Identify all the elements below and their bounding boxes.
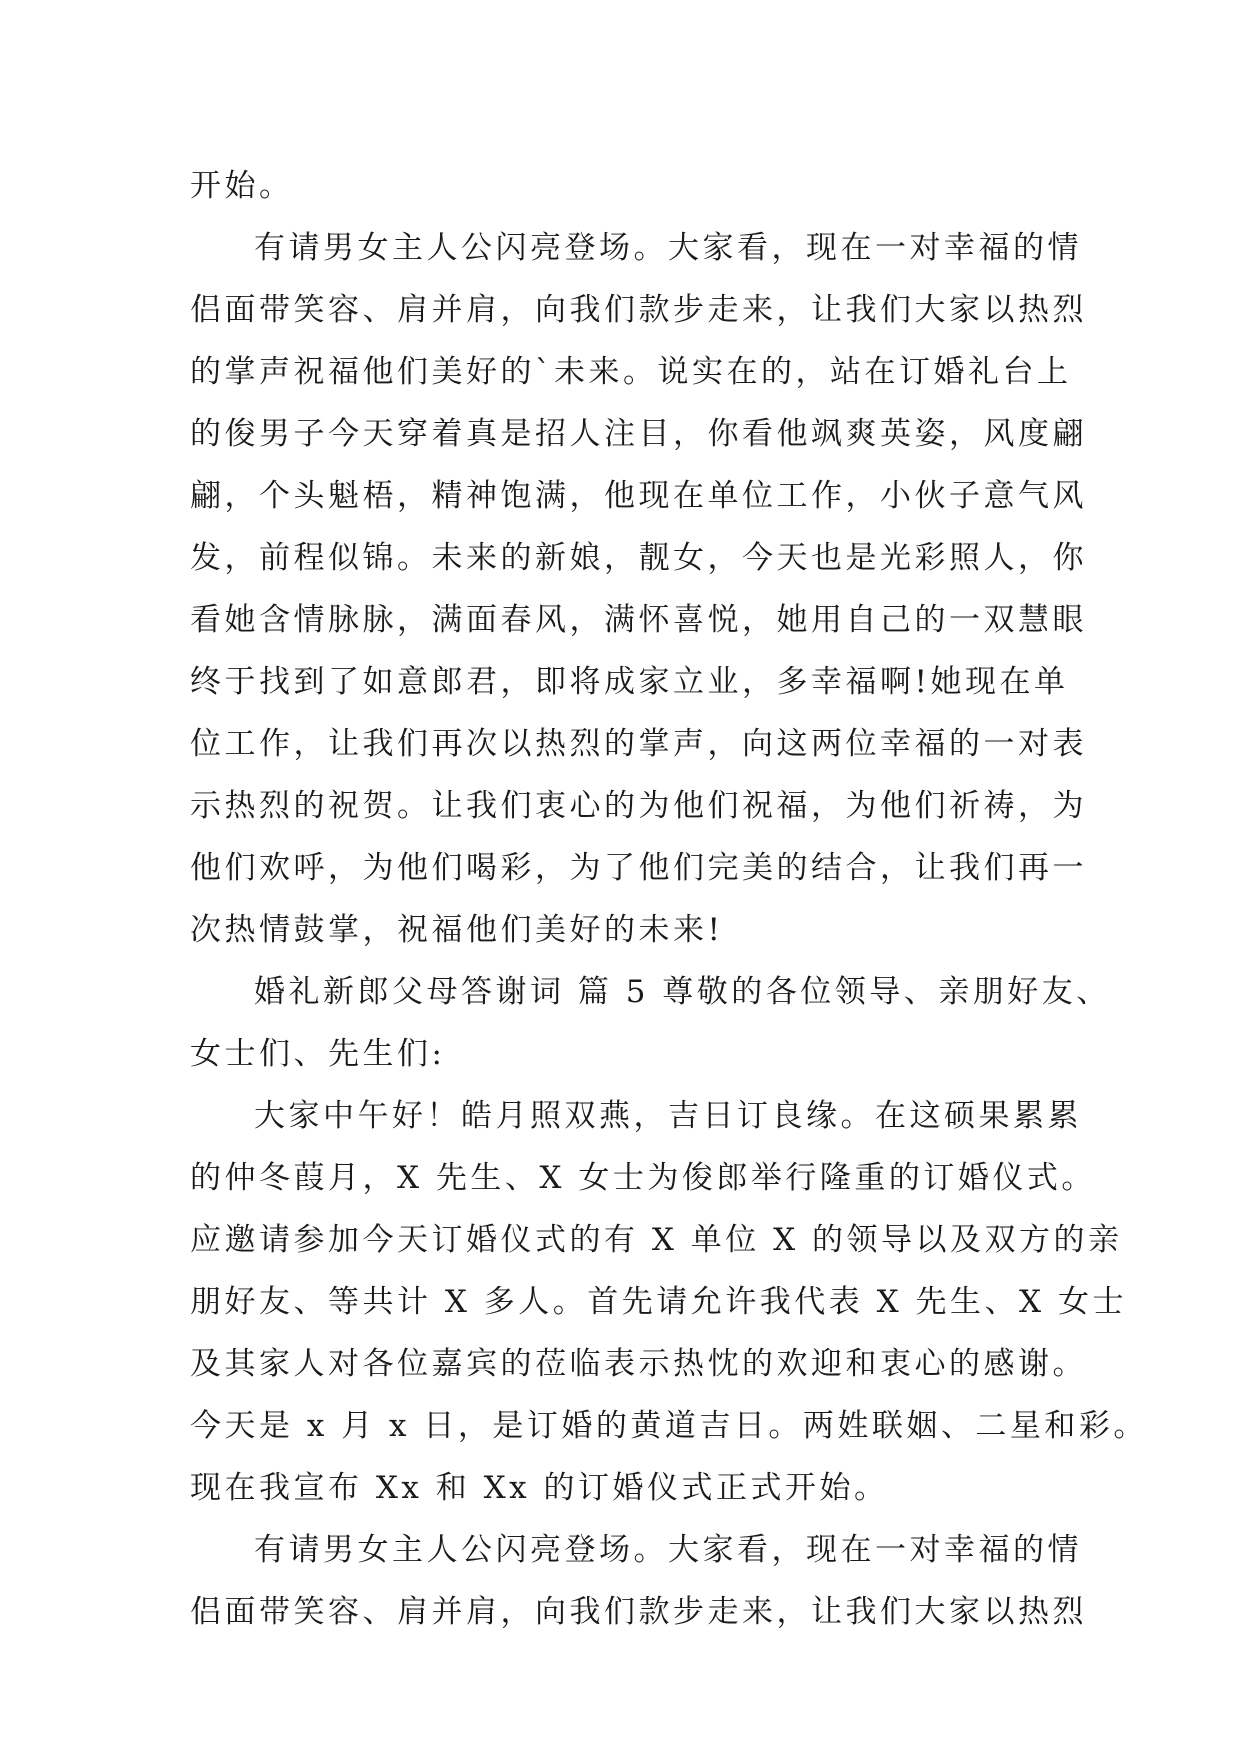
text-line: 有请男女主人公闪亮登场。大家看，现在一对幸福的情 (254, 230, 1082, 266)
paragraph-2 (190, 217, 1087, 961)
text-line: 婚礼新郎父母答谢词 篇 5 尊敬的各位领导、亲朋好友、 (254, 974, 1111, 1010)
text-line: 侣面带笑容、肩并肩，向我们款步走来，让我们大家以热烈 (190, 1594, 1087, 1630)
text-line: 发，前程似锦。未来的新娘，靓女，今天也是光彩照人，你 (190, 540, 1087, 576)
text-line: 有请男女主人公闪亮登场。大家看，现在一对幸福的情 (254, 1532, 1082, 1568)
paragraph-3 (190, 961, 1111, 1085)
paragraph-4 (190, 1085, 1148, 1519)
text-line: 侣面带笑容、肩并肩，向我们款步走来，让我们大家以热烈 (190, 292, 1087, 328)
text-line: 次热情鼓掌，祝福他们美好的未来! (190, 912, 724, 948)
paragraph-5 (190, 1519, 1087, 1643)
text-line: 位工作，让我们再次以热烈的掌声，向这两位幸福的一对表 (190, 726, 1087, 762)
text-line: 今天是 x 月 x 日，是订婚的黄道吉日。两姓联姻、二星和彩。 (190, 1408, 1148, 1444)
text-line: 的仲冬葭月，X 先生、X 女士为俊郎举行隆重的订婚仪式。 (190, 1160, 1096, 1196)
body-text (190, 155, 1148, 1643)
text-line: 开始。 (190, 168, 294, 204)
text-line: 现在我宣布 Xx 和 Xx 的订婚仪式正式开始。 (190, 1470, 889, 1506)
text-line: 的掌声祝福他们美好的`未来。说实在的，站在订婚礼台上 (190, 354, 1072, 390)
text-line: 及其家人对各位嘉宾的莅临表示热忱的欢迎和衷心的感谢。 (190, 1346, 1087, 1382)
text-line: 示热烈的祝贺。让我们衷心的为他们祝福，为他们祈祷，为 (190, 788, 1087, 824)
text-line: 终于找到了如意郎君，即将成家立业，多幸福啊!她现在单 (190, 664, 1069, 700)
text-line: 看她含情脉脉，满面春风，满怀喜悦，她用自己的一双慧眼 (190, 602, 1087, 638)
text-line: 朋好友、等共计 X 多人。首先请允许我代表 X 先生、X 女士 (190, 1284, 1127, 1320)
paragraph-1 (190, 155, 1070, 217)
text-line: 的俊男子今天穿着真是招人注目，你看他飒爽英姿，风度翩 (190, 416, 1087, 452)
text-line: 女士们、先生们: (190, 1036, 446, 1072)
text-line: 应邀请参加今天订婚仪式的有 X 单位 X 的领导以及双方的亲 (190, 1222, 1123, 1258)
text-line: 大家中午好！皓月照双燕，吉日订良缘。在这硕果累累 (254, 1098, 1082, 1134)
text-line: 翩，个头魁梧，精神饱满，他现在单位工作，小伙子意气风 (190, 478, 1087, 514)
text-line: 他们欢呼，为他们喝彩，为了他们完美的结合，让我们再一 (190, 850, 1087, 886)
